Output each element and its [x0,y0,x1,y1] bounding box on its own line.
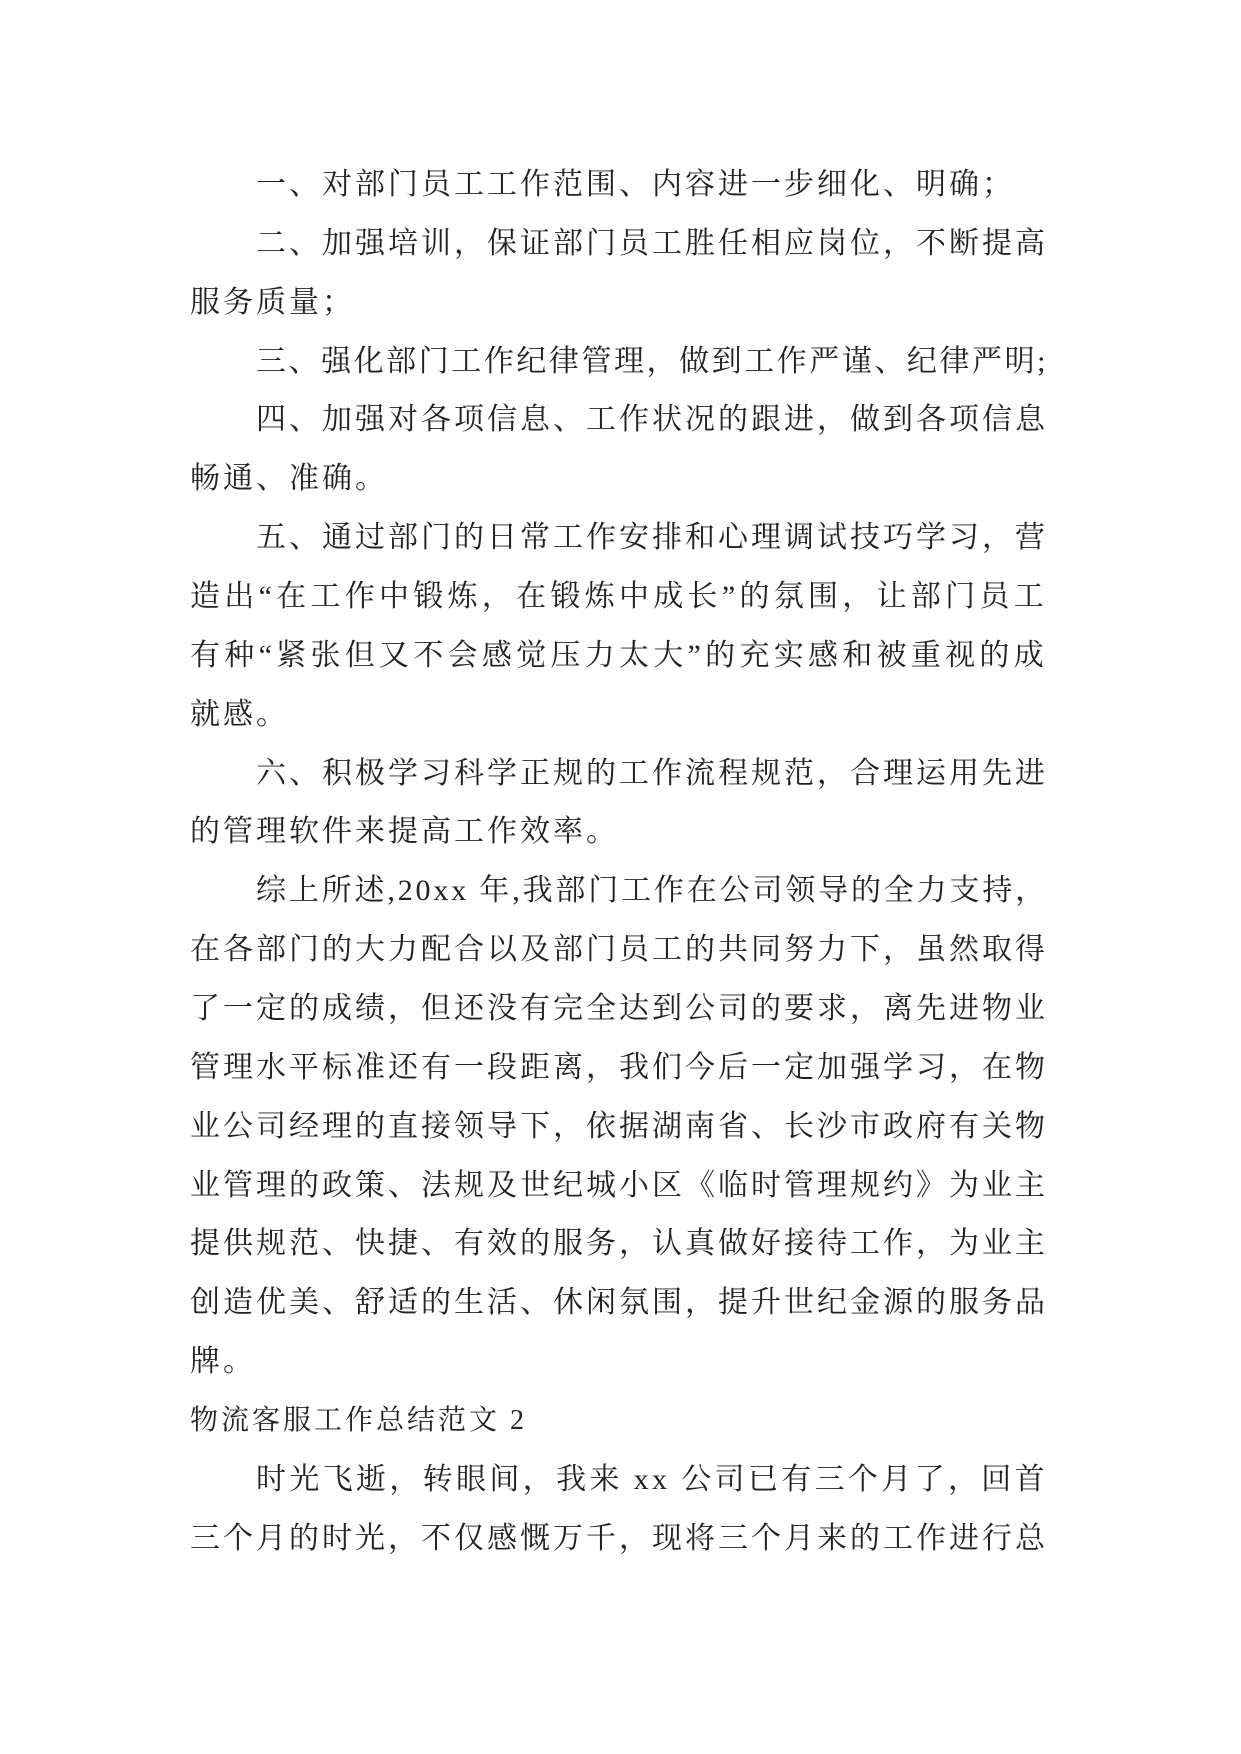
paragraph-line: 四、加强对各项信息、工作状况的跟进，做到各项信息 [256,403,1048,437]
paragraph-line: 牌。 [190,1345,256,1379]
document-page [190,156,1048,1569]
paragraph-line: 六、积极学习科学正规的工作流程规范，合理运用先进 [256,756,1048,790]
paragraph-line: 了一定的成绩，但还没有完全达到公司的要求，离先进物业 [190,992,1048,1026]
paragraph-line: 提供规范、快捷、有效的服务，认真做好接待工作，为业主 [190,1227,1048,1261]
paragraph [190,156,1048,215]
paragraph [190,215,1048,333]
section-heading-block [190,1392,1048,1451]
paragraph-line: 有种“紧张但又不会感觉压力太大”的充实感和被重视的成 [190,638,1048,672]
paragraph-line: 畅通、准确。 [190,462,388,496]
paragraph-line: 三、强化部门工作纪律管理，做到工作严谨、纪律严明; [256,344,1048,378]
paragraph-line: 时光飞逝，转眼间，我来 xx 公司已有三个月了，回首 [256,1462,1048,1496]
paragraph-line: 综上所述,20xx 年,我部门工作在公司领导的全力支持， [256,874,1048,908]
paragraph-line: 服务质量； [190,285,355,319]
paragraph-line: 业公司经理的直接领导下，依据湖南省、长沙市政府有关物 [190,1109,1048,1143]
paragraph [190,391,1048,509]
paragraph [190,1451,1048,1569]
paragraph [190,745,1048,863]
paragraph-line: 的管理软件来提高工作效率。 [190,815,619,849]
paragraph-line: 五、通过部门的日常工作安排和心理调试技巧学习，营 [256,521,1048,555]
paragraph [190,333,1048,392]
paragraph-line: 创造优美、舒适的生活、休闲氛围，提升世纪金源的服务品 [190,1286,1048,1320]
paragraph-line: 管理水平标准还有一段距离，我们今后一定加强学习，在物 [190,1050,1048,1084]
paragraph-line: 一、对部门员工工作范围、内容进一步细化、明确； [256,168,1015,201]
section-heading: 物流客服工作总结范文 2 [190,1405,528,1437]
paragraph [190,862,1048,1392]
paragraph [190,509,1048,744]
paragraph-line: 在各部门的大力配合以及部门员工的共同努力下，虽然取得 [190,933,1048,967]
paragraph-line: 二、加强培训，保证部门员工胜任相应岗位，不断提高 [256,226,1048,260]
paragraph-line: 业管理的政策、法规及世纪城小区《临时管理规约》为业主 [190,1168,1048,1202]
paragraph-line: 造出“在工作中锻炼，在锻炼中成长”的氛围，让部门员工 [190,580,1048,614]
paragraph-line: 三个月的时光，不仅感慨万千，现将三个月来的工作进行总 [190,1521,1048,1555]
paragraph-line: 就感。 [190,697,289,731]
